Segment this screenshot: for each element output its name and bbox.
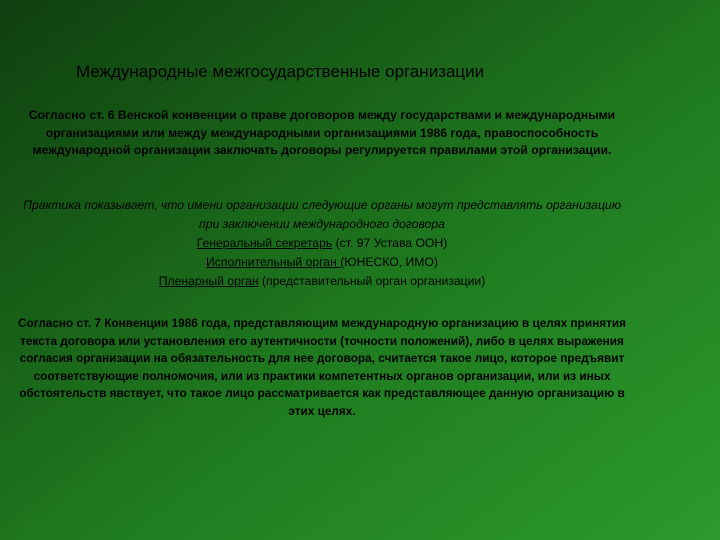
list-item-text: (представительный орган организации) — [258, 274, 486, 288]
list-item — [12, 272, 632, 291]
list-item-text: ЮНЕСКО, ИМО) — [344, 255, 438, 269]
secretary-general-link[interactable]: Генеральный секретарь — [196, 236, 333, 250]
list-item — [12, 253, 632, 272]
paragraph-vienna-convention-art6: Согласно ст. 6 Венской конвенции о праве договоров между государствами и международными организациями или между международными организациями 1986 года, правоспособность международной организации заключать договоры регулируется правилами этой организации. — [28, 108, 616, 158]
organs-intro: Практика показывает, что имени организации следующие органы могут представлять организацию при заключении международного договора — [23, 198, 621, 231]
executive-organ-link[interactable]: Исполнительный орган ( — [206, 255, 345, 269]
list-item — [12, 234, 632, 253]
plenary-organ-link[interactable]: Пленарный орган — [158, 274, 259, 288]
paragraph-convention-art7: Согласно ст. 7 Конвенции 1986 года, представляющим международную организацию в целях принятия текста договора или установления его аутентичности (точности положений), либо в целях выражения согласия организации на обязательность для нее договора, считается такое лицо, которое предъявит соответствующие полномочия, или из практики компетентных органов организации, или из иных обстоятельств явствует, что такое лицо рассматривается как представляющее данную организацию в этих целях. — [17, 316, 627, 418]
slide-title: Международные межгосударственные организации — [76, 62, 485, 81]
paragraph-organs-list — [12, 196, 632, 291]
list-item-text: (ст. 97 Устава ООН) — [332, 236, 448, 250]
